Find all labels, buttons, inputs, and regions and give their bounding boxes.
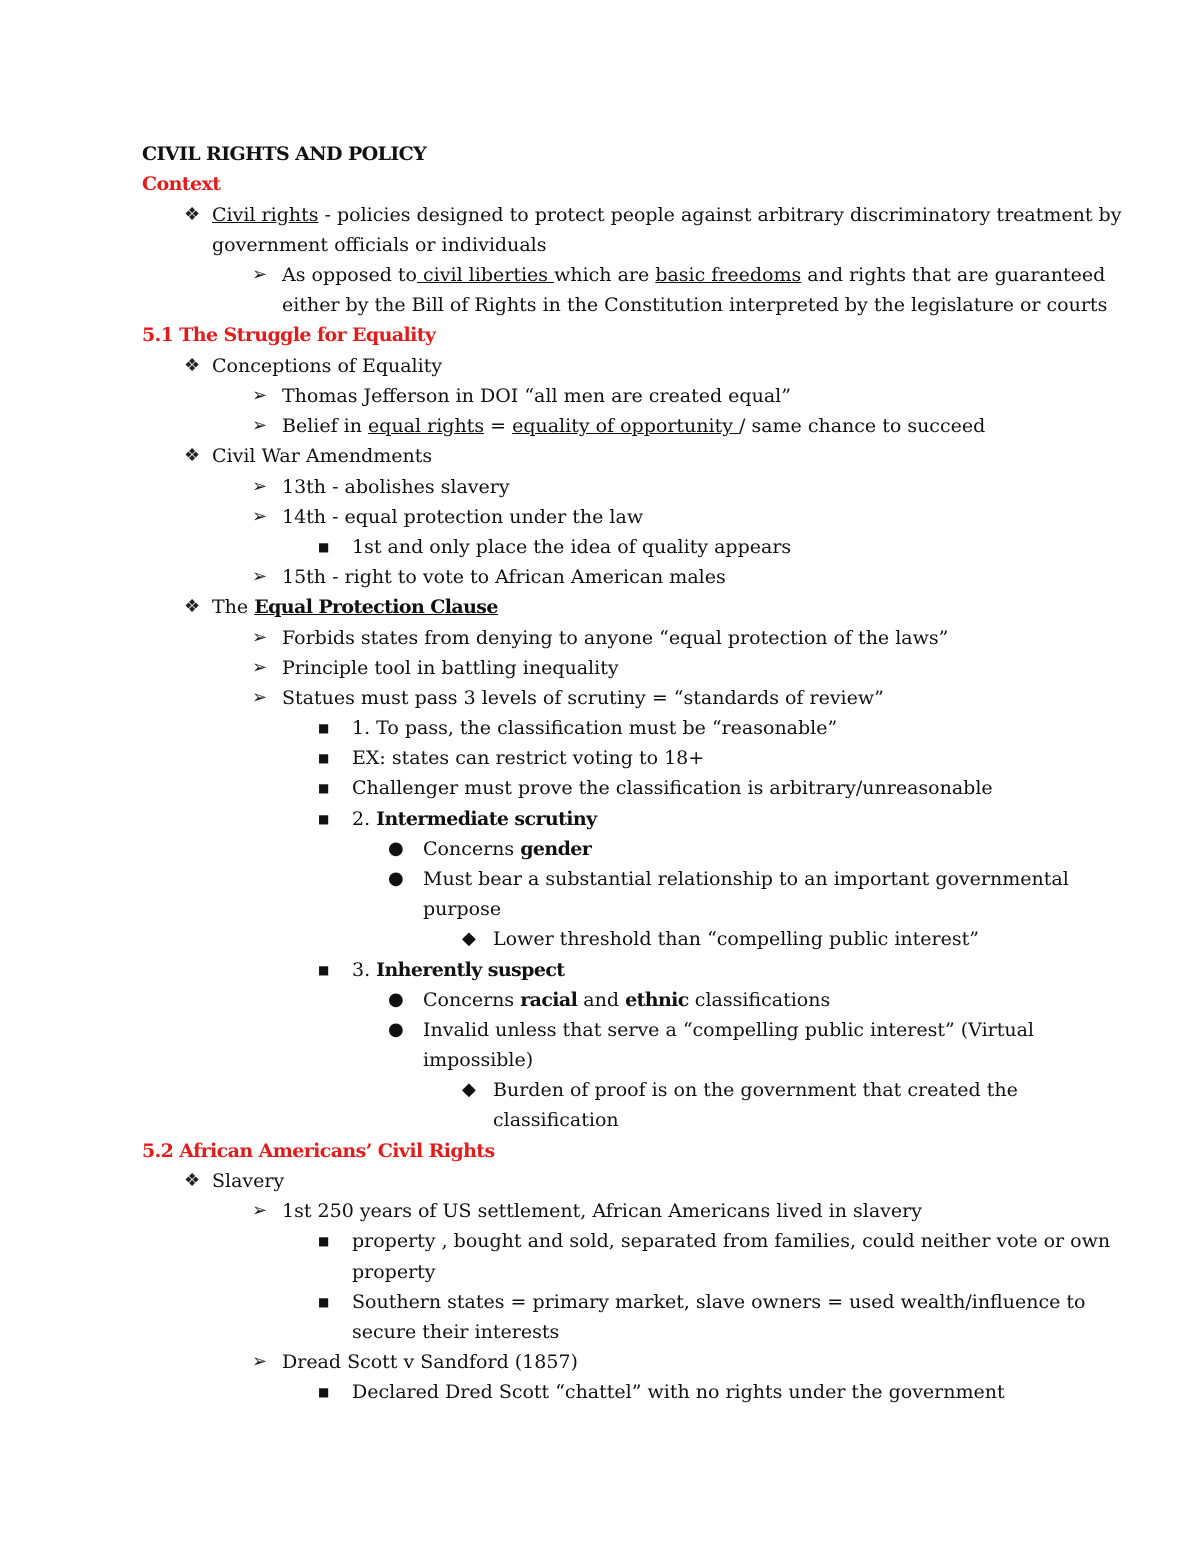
bullet-level-2-bear: Must bear a substantial relationship to an important governmental	[423, 868, 1069, 890]
term-basic-freedoms: basic freedoms	[655, 264, 802, 286]
term-inherently-suspect: Inherently suspect	[376, 959, 565, 981]
square-bullet-icon: ■	[318, 1295, 330, 1309]
bullet-opposed	[282, 260, 1105, 290]
square-bullet-icon: ■	[318, 812, 330, 826]
bullet-level-2-bear-cont: purpose	[423, 898, 502, 920]
bullet-declared: Declared Dred Scott “chattel” with no rights under the government	[352, 1381, 1005, 1403]
term-gender: gender	[520, 838, 592, 860]
arrow-bullet-icon: ➢	[252, 687, 268, 708]
arrow-bullet-icon: ➢	[252, 476, 268, 497]
bullet-dred-scott: Dread Scott v Sandford (1857)	[282, 1351, 578, 1373]
bullet-level-3-invalid-cont: impossible)	[423, 1049, 534, 1071]
document-title: CIVIL RIGHTS AND POLICY	[142, 143, 427, 165]
diamond-bullet-icon: ◆	[462, 928, 476, 949]
square-bullet-icon: ■	[318, 1385, 330, 1399]
bullet-forbids: Forbids states from denying to anyone “equal protection of the laws”	[282, 627, 949, 649]
bullet-civil-rights-cont: government officials or individuals	[212, 234, 547, 256]
arrow-bullet-icon: ➢	[252, 415, 268, 436]
bullet-level-2-concerns	[423, 834, 591, 864]
bullet-14th: 14th - equal protection under the law	[282, 506, 644, 528]
arrow-bullet-icon: ➢	[252, 1200, 268, 1221]
term-equal-protection-clause: Equal Protection Clause	[254, 596, 498, 618]
section-heading-context: Context	[142, 173, 221, 195]
text: As opposed to	[282, 264, 417, 286]
dot-bullet-icon: ●	[388, 989, 404, 1010]
bullet-conceptions: Conceptions of Equality	[212, 355, 443, 377]
bullet-principle: Principle tool in battling inequality	[282, 657, 619, 679]
term-racial: racial	[520, 989, 578, 1011]
arrow-bullet-icon: ➢	[252, 264, 268, 285]
text: 3.	[352, 959, 377, 981]
arrow-bullet-icon: ➢	[252, 385, 268, 406]
diamond-bullet-icon: ❖	[184, 1170, 201, 1191]
term-civil-liberties: civil liberties	[417, 264, 555, 286]
text: / same chance to succeed	[739, 415, 986, 437]
bullet-civil-war: Civil War Amendments	[212, 445, 433, 467]
diamond-bullet-icon: ❖	[184, 596, 201, 617]
text: and	[577, 989, 626, 1011]
text: classifications	[688, 989, 831, 1011]
diamond-bullet-icon: ❖	[184, 355, 201, 376]
text: Belief in	[282, 415, 369, 437]
dot-bullet-icon: ●	[388, 838, 404, 859]
square-bullet-icon: ■	[318, 751, 330, 765]
bullet-15th: 15th - right to vote to African American males	[282, 566, 726, 588]
bullet-opposed-cont: either by the Bill of Rights in the Constitution interpreted by the legislature or courts	[282, 294, 1108, 316]
bullet-level-3-burden-cont: classification	[493, 1109, 619, 1131]
term-ethnic: ethnic	[625, 989, 689, 1011]
bullet-level-2	[352, 804, 597, 834]
bullet-epc	[212, 592, 498, 622]
dot-bullet-icon: ●	[388, 1019, 404, 1040]
bullet-property-cont: property	[352, 1261, 436, 1283]
diamond-bullet-icon: ❖	[184, 204, 201, 225]
bullet-level-3-burden: Burden of proof is on the government that created the	[493, 1079, 1018, 1101]
square-bullet-icon: ■	[318, 781, 330, 795]
bullet-level-1-ex: EX: states can restrict voting to 18+	[352, 747, 705, 769]
square-bullet-icon: ■	[318, 1234, 330, 1248]
bullet-level-3-invalid: Invalid unless that serve a “compelling public interest” (Virtual	[423, 1019, 1035, 1041]
bullet-level-1: 1. To pass, the classification must be “reasonable”	[352, 717, 838, 739]
section-heading-5-2: 5.2 African Americans’ Civil Rights	[142, 1140, 495, 1162]
text: Concerns	[423, 989, 521, 1011]
bullet-slavery: Slavery	[212, 1170, 285, 1192]
bullet-southern-cont: secure their interests	[352, 1321, 560, 1343]
square-bullet-icon: ■	[318, 963, 330, 977]
arrow-bullet-icon: ➢	[252, 506, 268, 527]
arrow-bullet-icon: ➢	[252, 566, 268, 587]
bullet-first-250: 1st 250 years of US settlement, African Americans lived in slavery	[282, 1200, 922, 1222]
arrow-bullet-icon: ➢	[252, 1351, 268, 1372]
text: and rights that are guaranteed	[801, 264, 1106, 286]
term-equal-rights: equal rights	[368, 415, 485, 437]
term-civil-rights: Civil rights	[212, 204, 319, 226]
bullet-belief	[282, 411, 985, 441]
square-bullet-icon: ■	[318, 721, 330, 735]
bullet-level-2-lower: Lower threshold than “compelling public interest”	[493, 928, 979, 950]
arrow-bullet-icon: ➢	[252, 627, 268, 648]
text: 2.	[352, 808, 377, 830]
arrow-bullet-icon: ➢	[252, 657, 268, 678]
dot-bullet-icon: ●	[388, 868, 404, 889]
text: The	[212, 596, 255, 618]
bullet-southern: Southern states = primary market, slave owners = used wealth/influence to	[352, 1291, 1086, 1313]
text: Concerns	[423, 838, 521, 860]
term-equality-of-opportunity: equality of opportunity	[512, 415, 740, 437]
bullet-level-3	[352, 955, 564, 985]
diamond-bullet-icon: ❖	[184, 445, 201, 466]
text: which are	[554, 264, 656, 286]
bullet-13th: 13th - abolishes slavery	[282, 476, 510, 498]
bullet-level-3-concerns	[423, 985, 830, 1015]
bullet-jefferson: Thomas Jefferson in DOI “all men are created equal”	[282, 385, 791, 407]
bullet-civil-rights	[212, 200, 1121, 230]
square-bullet-icon: ■	[318, 540, 330, 554]
diamond-bullet-icon: ◆	[462, 1079, 476, 1100]
term-intermediate-scrutiny: Intermediate scrutiny	[376, 808, 597, 830]
text: =	[484, 415, 513, 437]
bullet-level-1-challenger: Challenger must prove the classification is arbitrary/unreasonable	[352, 777, 993, 799]
text: - policies designed to protect people against arbitrary discriminatory treatment by	[318, 204, 1122, 226]
bullet-14th-sub: 1st and only place the idea of quality appears	[352, 536, 792, 558]
bullet-property: property , bought and sold, separated from families, could neither vote or own	[352, 1230, 1111, 1252]
bullet-statues: Statues must pass 3 levels of scrutiny = “standards of review”	[282, 687, 884, 709]
section-heading-5-1: 5.1 The Struggle for Equality	[142, 324, 436, 346]
